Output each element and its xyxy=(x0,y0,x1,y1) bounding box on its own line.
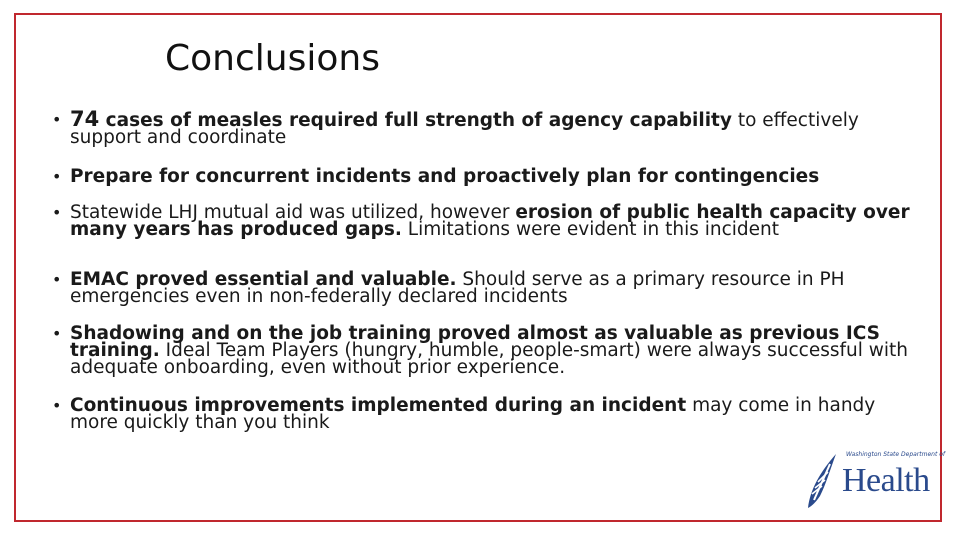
bullet-text: erosion of public health capacity over many years has produced gaps. xyxy=(70,202,910,240)
bullet-text: Limitations were evident in this incident xyxy=(401,219,780,240)
bullet-text: EMAC proved essential and valuable. xyxy=(70,269,457,290)
bullet-text: Continuous improvements implemented during an incident xyxy=(70,395,687,416)
bullet-item xyxy=(52,325,910,376)
bullet-text: Shadowing and on the job training proved almost as valuable as previous ICS training. xyxy=(70,323,880,361)
bullet-text: Should serve as a primary resource in PH emergencies even in non-federally declared incidents xyxy=(70,269,845,307)
logo-wordmark: Health xyxy=(842,462,930,499)
bullet-text: may come in handy more quickly than you think xyxy=(70,395,876,433)
bullet-item xyxy=(52,204,910,238)
bullet-item xyxy=(52,271,910,305)
logo-tagline: Washington State Department of xyxy=(846,451,946,458)
bullet-text: Statewide LHJ mutual aid was utilized, however xyxy=(70,202,516,223)
bullet-text: to effectively support and coordinate xyxy=(70,110,859,148)
bullet-item xyxy=(52,397,910,431)
bullet-text: cases of measles required full strength of agency capability xyxy=(99,110,732,131)
bullet-text: Prepare for concurrent incidents and proactively plan for contingencies xyxy=(70,166,820,187)
bullet-item xyxy=(52,168,910,185)
bullet-text: 74 xyxy=(70,107,100,131)
bullet-item xyxy=(52,107,910,148)
slide-title: Conclusions xyxy=(165,38,380,79)
bullet-text: Ideal Team Players (hungry, humble, people-smart) were always successful with adequate onboarding, even without prior experience. xyxy=(70,340,908,378)
slide-frame xyxy=(14,13,942,522)
